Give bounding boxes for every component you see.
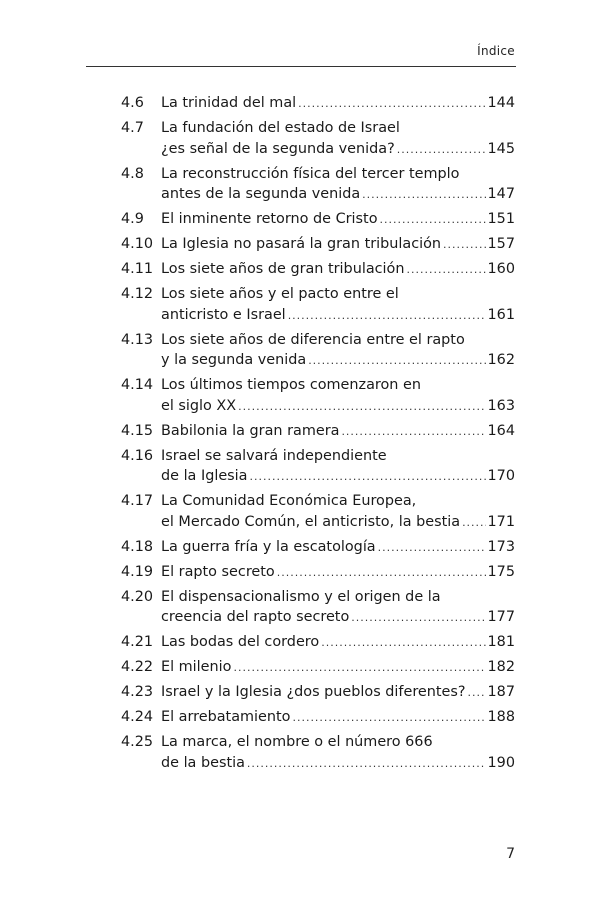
toc-entry-last-line	[161, 682, 515, 704]
running-head: Índice	[477, 44, 515, 58]
toc-entry-body	[161, 375, 515, 417]
toc-entry-body	[161, 446, 515, 488]
toc-entry-body	[161, 682, 515, 704]
toc-entry	[121, 330, 515, 372]
dot-leader	[378, 538, 486, 559]
toc-entry-page: 170	[487, 468, 515, 484]
dot-leader	[238, 397, 485, 418]
toc-entry-last-line	[161, 632, 515, 654]
toc-entry	[121, 537, 515, 559]
toc-entry	[121, 707, 515, 729]
toc-entry-title-line: La trinidad del mal	[161, 95, 297, 111]
toc-entry-title-line: El arrebatamiento	[161, 709, 291, 725]
toc-entry-body	[161, 732, 515, 774]
toc-entry-body	[161, 707, 515, 729]
toc-entry-body	[161, 93, 515, 115]
toc-entry-title-line: de la Iglesia	[161, 468, 248, 484]
toc-entry-number: 4.18	[121, 538, 154, 555]
dot-leader	[247, 754, 486, 775]
header-rule	[86, 66, 516, 67]
toc-entry-title-line: Las bodas del cordero	[161, 634, 320, 650]
toc-entry-page: 161	[487, 306, 515, 323]
toc-entry-number: 4.19	[121, 563, 154, 580]
toc-entry-title-line: La marca, el nombre o el número 666	[161, 734, 433, 750]
toc-entry	[121, 587, 515, 629]
toc-entry-title-line: Israel y la Iglesia ¿dos pueblos diferentes?	[161, 684, 466, 700]
toc-entry-title-line: de la bestia	[161, 754, 245, 771]
toc-entry-page: 157	[487, 236, 515, 252]
toc-entry	[121, 632, 515, 654]
toc-entry-page: 151	[487, 211, 515, 227]
toc-entry-title-line: El dispensacionalismo y el origen de la	[161, 588, 441, 605]
toc-entry-page: 164	[487, 422, 515, 439]
toc-entry-last-line	[161, 184, 515, 206]
toc-entry-page: 145	[487, 140, 515, 157]
dot-leader	[292, 708, 485, 729]
toc-entry-title-line: creencia del rapto secreto	[161, 609, 350, 625]
toc-entry-body	[161, 632, 515, 654]
toc-entry-page: 173	[487, 538, 515, 555]
dot-leader	[397, 140, 486, 161]
toc-entry	[121, 446, 515, 488]
toc-entry-title-line: el siglo XX	[161, 397, 237, 414]
toc-entry-last-line	[161, 93, 515, 115]
toc-entry-title-line: Los siete años de diferencia entre el rapto	[161, 331, 465, 348]
toc-entry-page: 181	[487, 634, 515, 650]
dot-leader	[351, 608, 485, 629]
toc-entry-page: 177	[487, 609, 515, 625]
toc-entry-page: 163	[487, 397, 515, 414]
dot-leader	[250, 467, 486, 488]
toc-entry-page: 188	[487, 709, 515, 725]
dot-leader	[308, 351, 485, 372]
toc-entry	[121, 164, 515, 206]
toc-entry	[121, 259, 515, 281]
dot-leader	[468, 683, 486, 704]
toc-entry-title-line: La reconstrucción física del tercer templo	[161, 165, 460, 182]
toc-entry-body	[161, 234, 515, 256]
toc-entry-last-line	[161, 466, 515, 488]
toc-entry-last-line	[161, 537, 515, 559]
toc-entry-last-line	[161, 350, 515, 372]
toc-entry-page: 160	[487, 261, 515, 277]
toc-entry-title-line: El inminente retorno de Cristo	[161, 211, 378, 227]
toc-entry-number: 4.22	[121, 659, 154, 675]
toc-entry-page: 144	[487, 95, 515, 111]
toc-entry-number: 4.9	[121, 211, 144, 227]
toc-entry-number: 4.15	[121, 422, 154, 439]
dot-leader	[277, 563, 486, 584]
toc-entry-title-line: La Comunidad Económica Europea,	[161, 493, 417, 509]
dot-leader	[341, 422, 485, 443]
toc-entry	[121, 421, 515, 443]
toc-entry-last-line	[161, 305, 515, 327]
toc-entry-last-line	[161, 396, 515, 418]
dot-leader	[380, 210, 486, 231]
toc-entry-body	[161, 421, 515, 443]
toc-entry-title-line: Israel se salvará independiente	[161, 447, 387, 464]
toc-entry-number: 4.23	[121, 684, 154, 700]
dot-leader	[288, 306, 486, 327]
toc-entry	[121, 657, 515, 679]
toc-entry-body	[161, 562, 515, 584]
toc-entry-body	[161, 209, 515, 231]
toc-entry-number: 4.17	[121, 493, 154, 509]
toc-entry-title-line: anticristo e Israel	[161, 306, 286, 323]
toc-entry-number: 4.24	[121, 709, 154, 725]
toc-entry-body	[161, 657, 515, 679]
toc-entry-number: 4.11	[121, 261, 154, 277]
toc-entry-page: 162	[487, 352, 515, 368]
toc-entry-title-line: ¿es señal de la segunda venida?	[161, 140, 395, 157]
toc-entry	[121, 234, 515, 256]
toc-entry-page: 175	[487, 563, 515, 580]
toc-entry-title-line: el Mercado Común, el anticristo, la bestia	[161, 513, 461, 530]
toc-entry-title-line: Los siete años y el pacto entre el	[161, 286, 399, 302]
toc-entry-last-line	[161, 512, 515, 534]
dot-leader	[362, 185, 485, 206]
toc-entry	[121, 93, 515, 115]
toc-entry-title-line: y la segunda venida	[161, 352, 307, 368]
toc-entry-number: 4.10	[121, 236, 154, 252]
toc-entry-page: 182	[487, 659, 515, 675]
toc-entry-last-line	[161, 607, 515, 629]
toc-entry-last-line	[161, 234, 515, 256]
toc-entry-body	[161, 164, 515, 206]
toc-entry-body	[161, 330, 515, 372]
toc-entry-last-line	[161, 753, 515, 775]
toc-entry-number: 4.20	[121, 588, 154, 605]
dot-leader	[406, 260, 485, 281]
toc-entry	[121, 284, 515, 326]
toc-entry-number: 4.8	[121, 165, 144, 182]
toc-entry-body	[161, 491, 515, 533]
page-number: 7	[506, 846, 515, 862]
toc-entry-title-line: Babilonia la gran ramera	[161, 422, 340, 439]
toc-entry	[121, 491, 515, 533]
toc-entry-body	[161, 259, 515, 281]
toc-entry-title-line: antes de la segunda venida	[161, 186, 361, 202]
table-of-contents	[121, 93, 515, 778]
toc-entry-number: 4.14	[121, 377, 154, 393]
toc-entry-title-line: El milenio	[161, 659, 232, 675]
toc-entry-title-line: Los últimos tiempos comenzaron en	[161, 377, 421, 393]
toc-entry-number: 4.7	[121, 120, 144, 136]
toc-entry-last-line	[161, 209, 515, 231]
toc-entry-last-line	[161, 421, 515, 443]
toc-entry-page: 190	[487, 754, 515, 771]
dot-leader	[443, 235, 486, 256]
toc-entry-number: 4.21	[121, 634, 154, 650]
toc-entry	[121, 118, 515, 160]
toc-entry-number: 4.13	[121, 331, 154, 348]
toc-entry-last-line	[161, 139, 515, 161]
toc-entry	[121, 732, 515, 774]
toc-entry-last-line	[161, 562, 515, 584]
toc-entry-number: 4.25	[121, 734, 154, 750]
toc-entry	[121, 375, 515, 417]
toc-entry-last-line	[161, 259, 515, 281]
toc-entry	[121, 562, 515, 584]
dot-leader	[462, 513, 485, 534]
toc-entry-number: 4.12	[121, 286, 154, 302]
toc-entry-body	[161, 587, 515, 629]
toc-entry-title-line: La guerra fría y la escatología	[161, 538, 376, 555]
toc-entry-last-line	[161, 707, 515, 729]
toc-entry-page: 187	[487, 684, 515, 700]
toc-entry-title-line: La Iglesia no pasará la gran tribulación	[161, 236, 442, 252]
toc-entry-number: 4.16	[121, 447, 154, 464]
toc-entry-title-line: Los siete años de gran tribulación	[161, 261, 405, 277]
toc-entry-body	[161, 118, 515, 160]
toc-entry-last-line	[161, 657, 515, 679]
dot-leader	[233, 658, 485, 679]
toc-entry-body	[161, 537, 515, 559]
dot-leader	[321, 633, 485, 654]
toc-entry-page: 147	[487, 186, 515, 202]
toc-entry-body	[161, 284, 515, 326]
toc-entry-number: 4.6	[121, 95, 144, 111]
toc-entry-title-line: La fundación del estado de Israel	[161, 120, 400, 136]
toc-entry-title-line: El rapto secreto	[161, 563, 275, 580]
toc-entry	[121, 682, 515, 704]
toc-entry	[121, 209, 515, 231]
dot-leader	[298, 94, 485, 115]
toc-entry-page: 171	[487, 513, 515, 530]
